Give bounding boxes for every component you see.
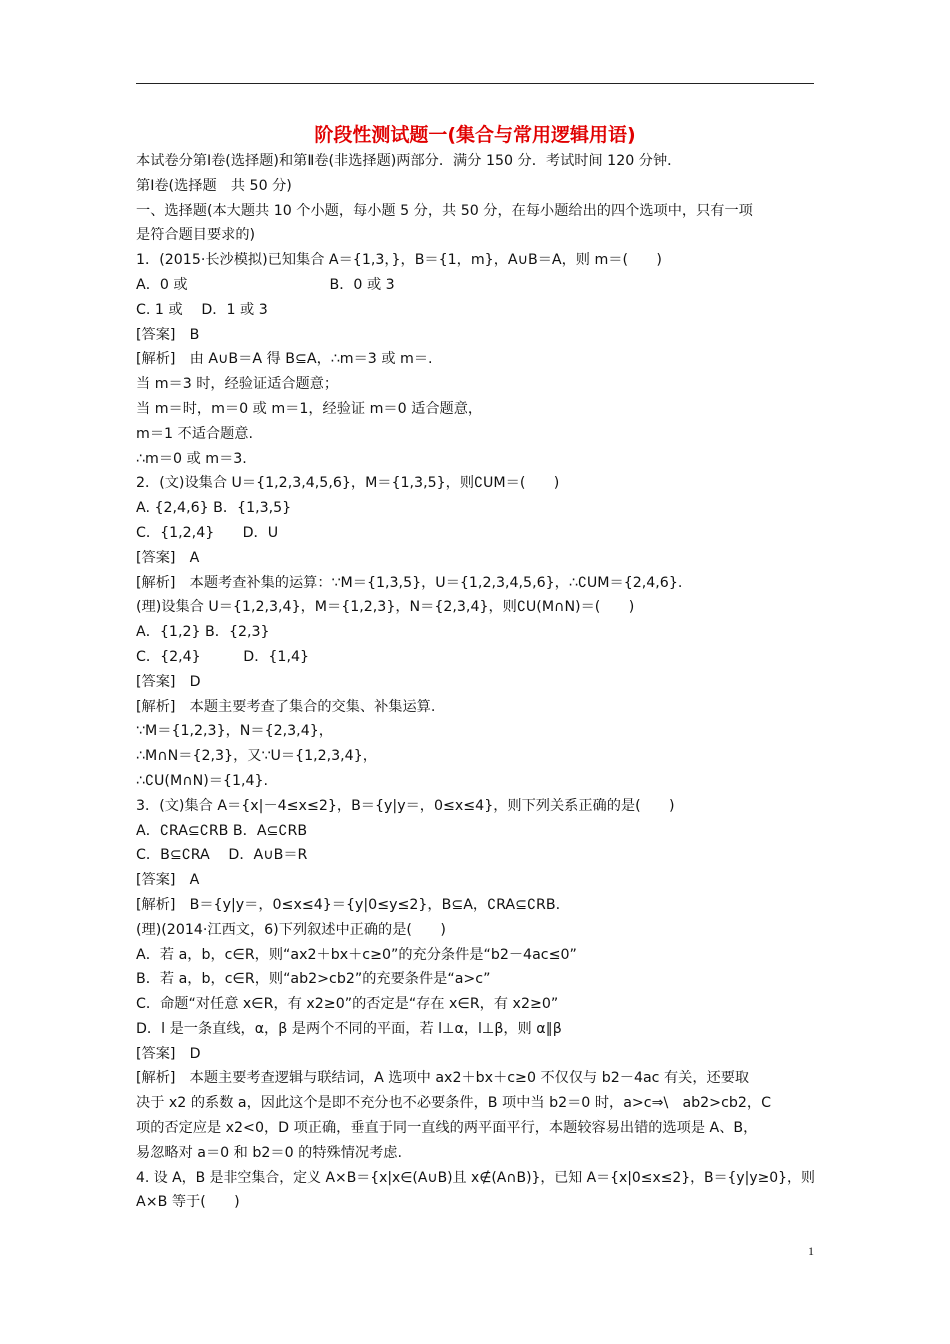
header-rule — [136, 83, 814, 84]
text-line: A×B 等于( ) — [136, 1194, 240, 1211]
text-line: [答案] A — [136, 872, 200, 889]
text-line: 3．(文)集合 A＝{x|－4≤x≤2}，B＝{y|y＝，0≤x≤4}，则下列关系正确的是( ) — [136, 797, 675, 814]
text-line: D．l 是一条直线，α，β 是两个不同的平面，若 l⊥α，l⊥β，则 α∥β — [136, 1020, 562, 1037]
text-line: A．0 或 B．0 或 3 — [136, 276, 395, 293]
text-line: [解析] 本题考查补集的运算：∵M＝{1,3,5}，U＝{1,2,3,4,5,6}，∴∁UM＝{2,4,6}. — [136, 574, 683, 591]
text-line: 项的否定应是 x2<0，D 项正确，垂直于同一直线的两平面平行，本题较容易出错的选项是 A、B， — [136, 1120, 758, 1137]
text-line: ∴∁U(M∩N)＝{1,4}. — [136, 772, 269, 789]
text-line: [解析] B＝{y|y＝，0≤x≤4}＝{y|0≤y≤2}，B⊆A，∁RA⊆∁RB. — [136, 896, 561, 913]
text-line: 本试卷分第Ⅰ卷(选择题)和第Ⅱ卷(非选择题)两部分．满分 150 分．考试时间 120 分钟． — [136, 153, 682, 169]
page-number: 1 — [808, 1244, 814, 1258]
text-line: ∴m＝0 或 m＝3. — [136, 450, 247, 467]
text-line: A．若 a，b，c∈R，则“ax2＋bx＋c≥0”的充分条件是“b2－4ac≤0” — [136, 946, 577, 963]
text-line: [解析] 本题主要考查了集合的交集、补集运算. — [136, 698, 436, 715]
text-line: [解析] 由 A∪B＝A 得 B⊆A，∴m＝3 或 m＝. — [136, 351, 433, 368]
text-line: (理)(2014·江西文，6)下列叙述中正确的是( ) — [136, 921, 446, 938]
text-line: [解析] 本题主要考查逻辑与联结词，A 选项中 ax2＋bx＋c≥0 不仅仅与 b2－4ac 有关，还要取 — [136, 1070, 750, 1087]
text-line: A. {2,4,6} B．{1,3,5} — [136, 500, 292, 517]
text-line: B．若 a，b，c∈R，则“ab2>cb2”的充要条件是“a>c” — [136, 971, 491, 988]
text-line: 是符合题目要求的) — [136, 227, 256, 244]
text-line: C．{2,4} D．{1,4} — [136, 648, 310, 665]
text-line: 2．(文)设集合 U＝{1,2,3,4,5,6}，M＝{1,3,5}，则∁UM＝( ) — [136, 475, 560, 492]
text-line: 当 m＝3 时，经验证适合题意； — [136, 376, 339, 393]
text-line: 易忽略对 a＝0 和 b2＝0 的特殊情况考虑. — [136, 1144, 402, 1161]
text-line: (理)设集合 U＝{1,2,3,4}，M＝{1,2,3}，N＝{2,3,4}，则∁U(M∩N)＝( ) — [136, 599, 635, 616]
text-line: [答案] D — [136, 673, 201, 690]
text-line: C．B⊆∁RA D．A∪B＝R — [136, 847, 308, 864]
text-line: [答案] B — [136, 326, 200, 343]
text-line: 决于 x2 的系数 a，因此这个是即不充分也不必要条件，B 项中当 b2＝0 时，a>c⇒\ ab2>cb2，C — [136, 1095, 771, 1112]
text-line: 一、选择题(本大题共 10 个小题，每小题 5 分，共 50 分，在每小题给出的四个选项中，只有一项 — [136, 202, 753, 219]
document-body — [136, 149, 816, 1215]
text-line: C. 1 或 D．1 或 3 — [136, 301, 268, 318]
document-title: 阶段性测试题一(集合与常用逻辑用语) — [314, 124, 636, 146]
text-line: [答案] A — [136, 549, 200, 566]
text-line: ∵M＝{1,2,3}，N＝{2,3,4}， — [136, 723, 333, 740]
text-line: 当 m＝时，m＝0 或 m＝1，经验证 m＝0 适合题意， — [136, 400, 483, 417]
text-line: 1．(2015·长沙模拟)已知集合 A＝{1,3，}，B＝{1，m}，A∪B＝A，则 m＝( ) — [136, 252, 662, 269]
text-line: C．命题“对任意 x∈R，有 x2≥0”的否定是“存在 x∈R，有 x2≥0” — [136, 996, 559, 1013]
text-line: 第Ⅰ卷(选择题 共 50 分) — [136, 177, 292, 194]
text-line: A．∁RA⊆∁RB B．A⊆∁RB — [136, 822, 308, 839]
text-line: ∴M∩N＝{2,3}，又∵U＝{1,2,3,4}， — [136, 748, 377, 765]
text-line: [答案] D — [136, 1045, 201, 1062]
text-line: 4. 设 A，B 是非空集合，定义 A×B＝{x|x∈(A∪B)且 x∉(A∩B)}，已知 A＝{x|0≤x≤2}，B＝{y|y≥0}，则 — [136, 1169, 815, 1186]
text-line: C．{1,2,4} D．U — [136, 524, 279, 541]
text-line: A．{1,2} B．{2,3} — [136, 624, 270, 641]
text-line: m＝1 不适合题意. — [136, 425, 253, 442]
